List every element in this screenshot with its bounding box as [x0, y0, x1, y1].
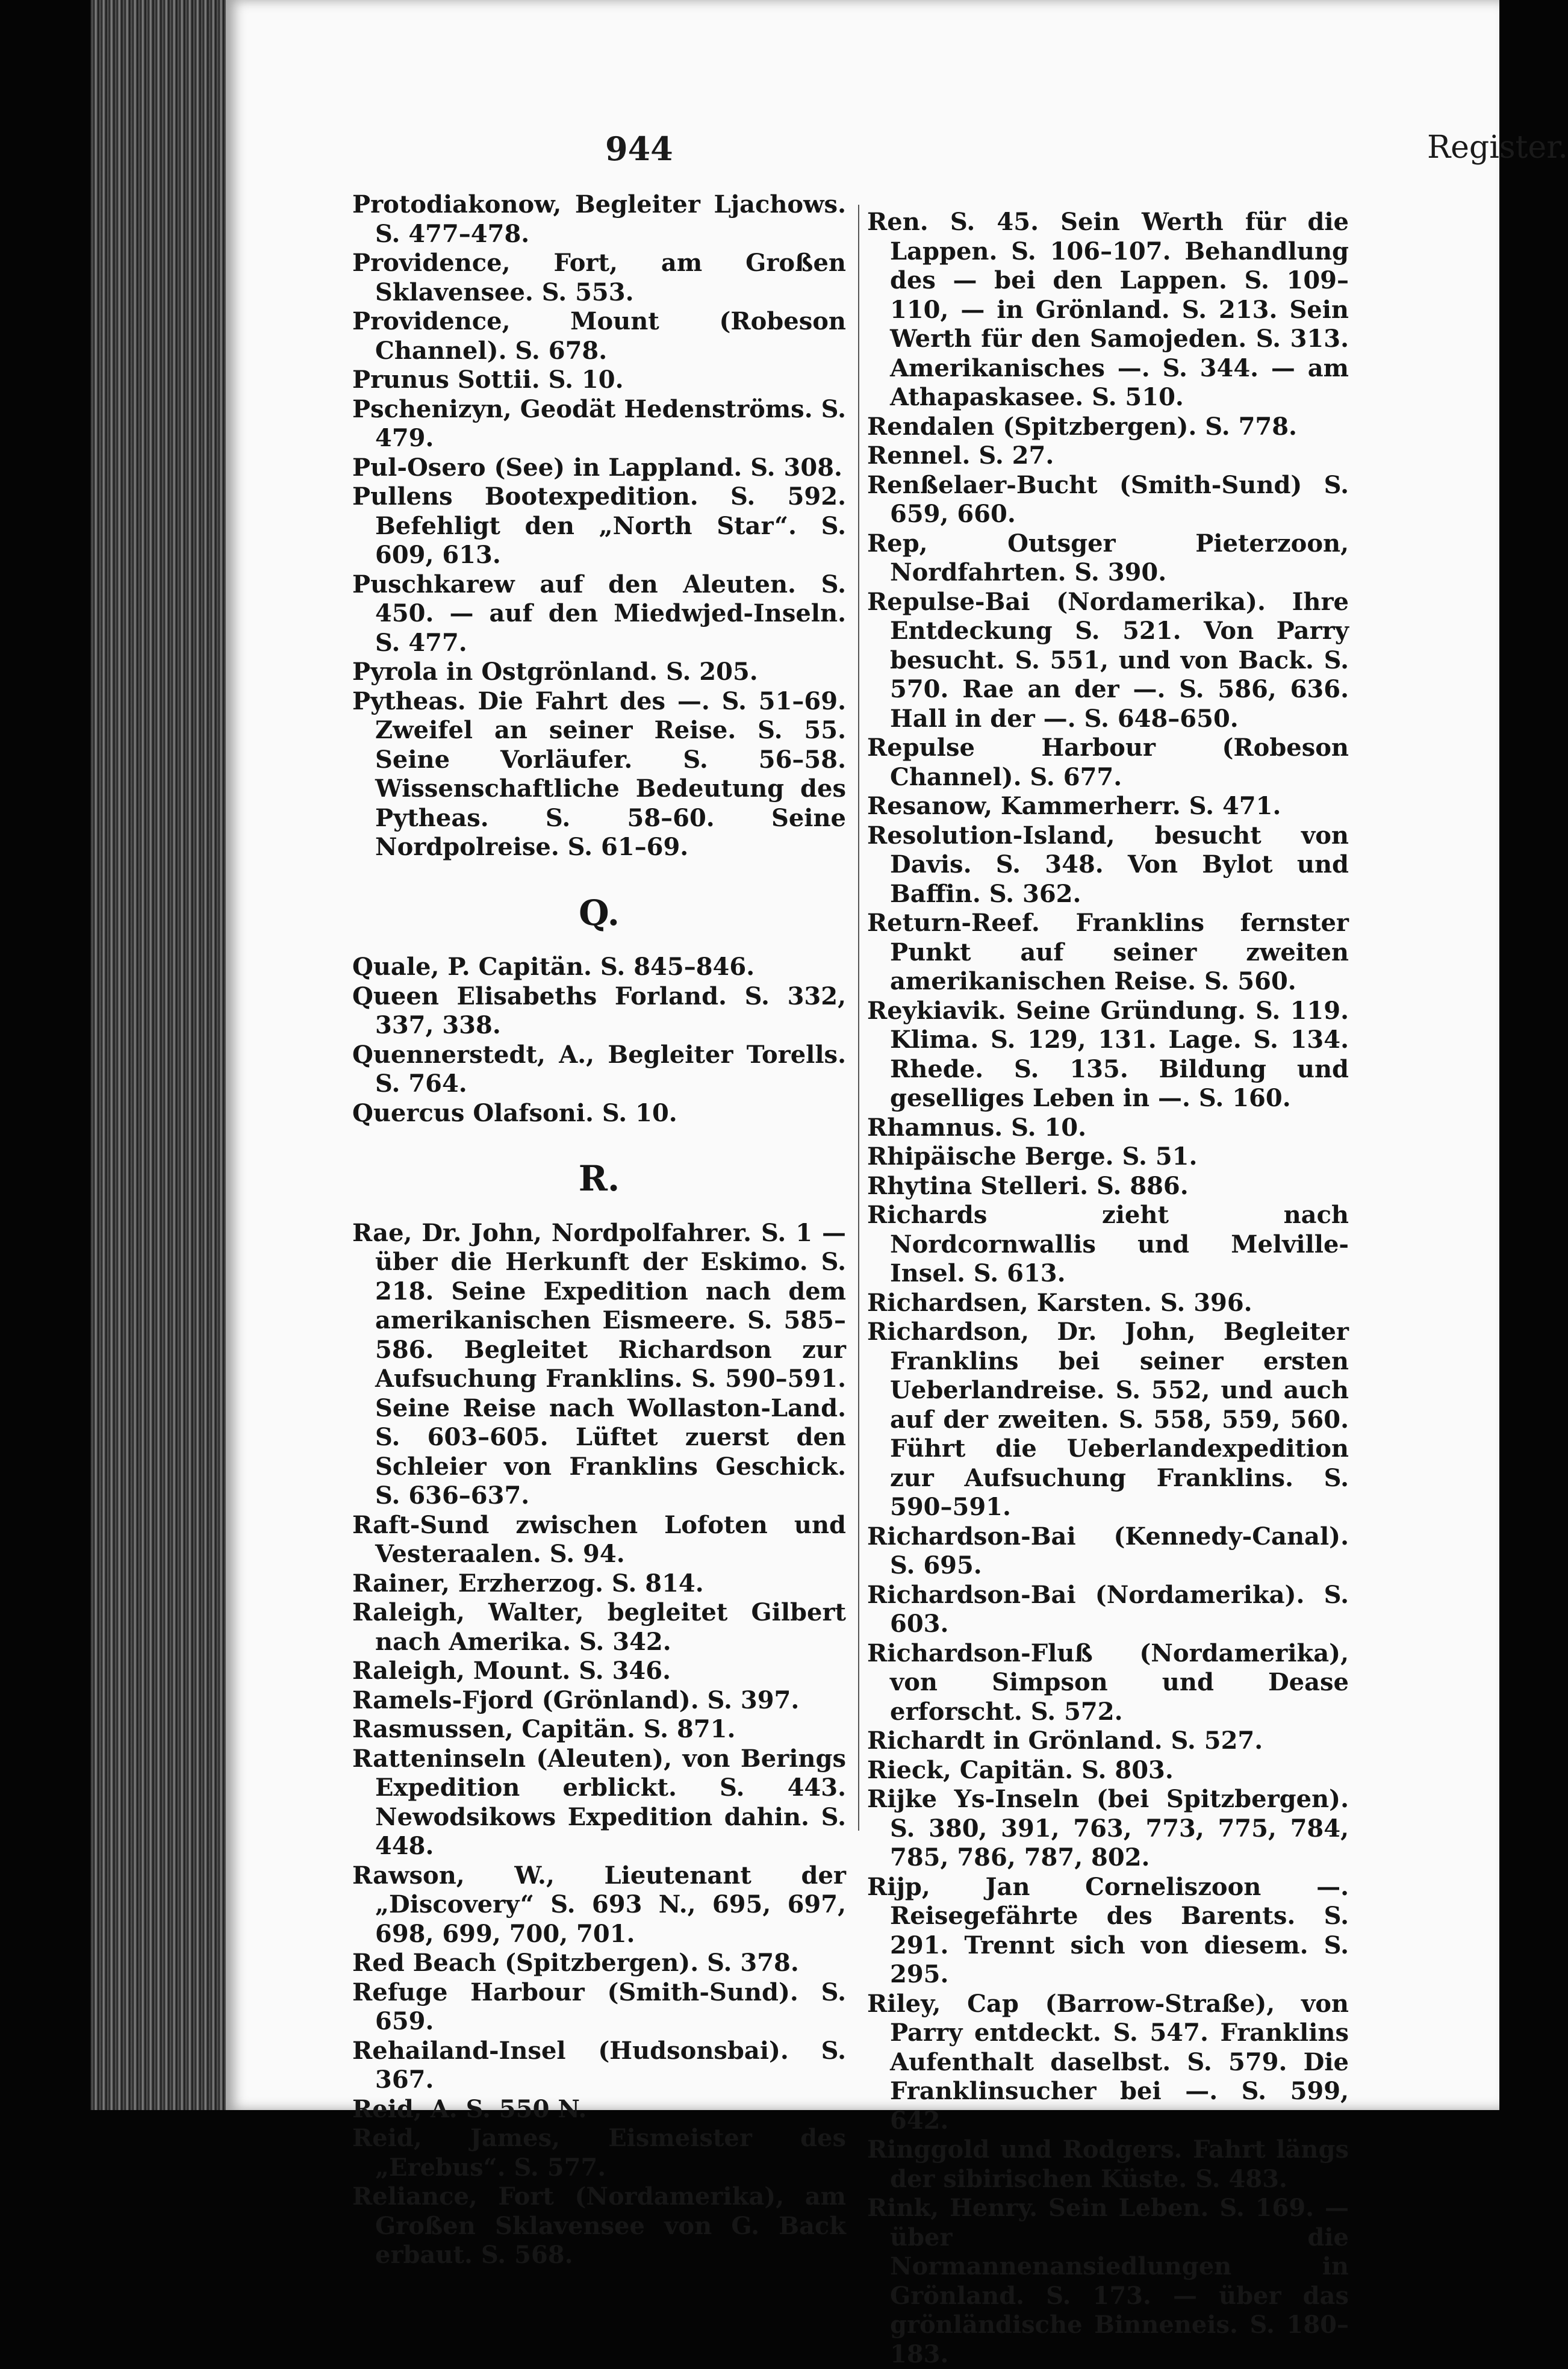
index-entry: Ramels-Fjord (Grönland). S. 397.	[352, 1686, 800, 1714]
index-entry: Rieck, Capitän. S. 803.	[867, 1755, 1174, 1784]
index-entry: Resolution-Island, besucht von Davis. S. 348. Von Bylot und Baffin. S. 362.	[867, 821, 1349, 908]
index-entry: Ratteninseln (Aleuten), von Berings Expedition erblickt. S. 443. Newodsikows Expedition dahin. S. 448.	[352, 1744, 846, 1860]
index-entry: Rainer, Erzherzog. S. 814.	[352, 1569, 704, 1598]
index-entry: Rawson, W., Lieutenant der „Discovery“ S. 693 N., 695, 697, 698, 699, 700, 701.	[352, 1861, 846, 1948]
column-divider	[858, 205, 859, 1831]
index-entry: Ren. S. 45. Sein Werth für die Lappen. S. 106–107. Behandlung des — bei den Lappen. S. 109–110, — in Grönland. S. 213. Sein Werth für den Samojeden. S. 313. Amerikanisches —. S. 344. — am Athapaskasee. S. 510.	[867, 208, 1349, 411]
index-entry: Refuge Harbour (Smith-Sund). S. 659.	[352, 1978, 846, 2035]
index-entry: Reliance, Fort (Nordamerika), am Großen Sklavensee von G. Back erbaut. S. 568.	[352, 2182, 846, 2269]
index-entry: Richardson, Dr. John, Begleiter Franklins bei seiner ersten Ueberlandreise. S. 552, und auch auf der zweiten. S. 558, 559, 560. Führt die Ueberlandexpedition zur Aufsuchung Franklins. S. 590–591.	[867, 1318, 1349, 1521]
index-column-left	[352, 190, 846, 2270]
index-entry: Rehailand-Insel (Hudsonsbai). S. 367.	[352, 2036, 846, 2094]
index-entry: Reid, A. S. 550 N.	[352, 2094, 587, 2123]
index-entry: Rijp, Jan Corneliszoon —. Reisegefährte des Barents. S. 291. Trennt sich von diesem. S. 295.	[867, 1872, 1349, 1988]
index-entry: Rijke Ys-Inseln (bei Spitzbergen). S. 380, 391, 763, 773, 775, 784, 785, 786, 787, 802.	[867, 1785, 1349, 1872]
index-entry: Richards zieht nach Nordcornwallis und Melville-Insel. S. 613.	[867, 1201, 1349, 1287]
index-entry: Return-Reef. Franklins fernster Punkt auf seiner zweiten amerikanischen Reise. S. 560.	[867, 909, 1349, 995]
book-page-edges	[90, 0, 235, 2110]
index-entry: Rendalen (Spitzbergen). S. 778.	[867, 412, 1297, 441]
index-entry: Rink, Henry. Sein Leben. S. 169. — über die Normannenansiedlungen in Grönland. S. 173. — über das grönländische Binneneis. S. 180–183.	[867, 2194, 1349, 2368]
page-header	[605, 129, 1568, 184]
index-entry: Renßelaer-Bucht (Smith-Sund) S. 659, 660.	[867, 470, 1349, 528]
index-entry: Richardt in Grönland. S. 527.	[867, 1726, 1263, 1755]
index-entry: Richardsen, Karsten. S. 396.	[867, 1288, 1252, 1317]
index-entry: Protodiakonow, Begleiter Ljachows. S. 477–478.	[352, 190, 846, 248]
index-entry: Queen Elisabeths Forland. S. 332, 337, 338.	[352, 982, 846, 1039]
index-entry: Prunus Sottii. S. 10.	[352, 366, 624, 394]
index-entry: Quercus Olafsoni. S. 10.	[352, 1098, 677, 1127]
index-entry: Pschenizyn, Geodät Hedenströms. S. 479.	[352, 394, 846, 452]
index-entry: Quennerstedt, A., Begleiter Torells. S. 764.	[352, 1040, 846, 1098]
index-entry: Providence, Fort, am Großen Sklavensee. S. 553.	[352, 249, 846, 307]
index-entry: Pul-Osero (See) in Lappland. S. 308.	[352, 453, 842, 482]
index-entry: Rep, Outsger Pieterzoon, Nordfahrten. S. 390.	[867, 529, 1349, 587]
index-entry: Rhipäische Berge. S. 51.	[867, 1142, 1198, 1171]
index-entry: Repulse Harbour (Robeson Channel). S. 677.	[867, 733, 1349, 791]
index-entry: Rhamnus. S. 10.	[867, 1113, 1087, 1142]
index-entry: Raleigh, Mount. S. 346.	[352, 1657, 671, 1685]
index-entry: Quale, P. Capitän. S. 845–846.	[352, 953, 755, 981]
index-entry: Richardson-Fluß (Nordamerika), von Simpson und Dease erforscht. S. 572.	[867, 1639, 1349, 1726]
letter-heading: Q.	[579, 892, 620, 933]
index-entry: Reid, James, Eismeister des „Erebus“. S. 577.	[352, 2124, 846, 2182]
index-entry: Puschkarew auf den Aleuten. S. 450. — auf den Miedwjed-Inseln. S. 477.	[352, 570, 846, 657]
page-number: 944	[605, 129, 673, 168]
index-entry: Richardson-Bai (Kennedy-Canal). S. 695.	[867, 1522, 1349, 1580]
index-entry: Rae, Dr. John, Nordpolfahrer. S. 1 — über die Herkunft der Eskimo. S. 218. Seine Expedition nach dem amerikanischen Eismeere. S. 585–586. Begleitet Richardson zur Aufsuchung Franklins. S. 590–591. Seine Reise nach Wollaston-Land. S. 603–605. Lüftet zuerst den Schleier von Franklins Geschick. S. 636–637.	[352, 1218, 846, 1510]
index-entry: Pyrola in Ostgrönland. S. 205.	[352, 658, 758, 686]
index-entry: Raft-Sund zwischen Lofoten und Vesteraalen. S. 94.	[352, 1510, 846, 1568]
index-entry: Pullens Bootexpedition. S. 592. Befehligt den „North Star“. S. 609, 613.	[352, 482, 846, 569]
index-entry: Resanow, Kammerherr. S. 471.	[867, 792, 1281, 820]
index-column-right	[867, 208, 1349, 2369]
running-head: Register.	[1427, 129, 1568, 166]
index-entry: Riley, Cap (Barrow-Straße), von Parry entdeckt. S. 547. Franklins Aufenthalt daselbst. S. 579. Die Franklinsucher bei —. S. 599, 642.	[867, 1989, 1349, 2135]
index-entry: Rhytina Stelleri. S. 886.	[867, 1171, 1189, 1200]
index-entry: Rasmussen, Capitän. S. 871.	[352, 1715, 736, 1743]
letter-heading: R.	[578, 1158, 620, 1199]
index-entry: Ringgold und Rodgers. Fahrt längs der sibirischen Küste. S. 483.	[867, 2135, 1349, 2193]
index-entry: Reykiavik. Seine Gründung. S. 119. Klima. S. 129, 131. Lage. S. 134. Rhede. S. 135. Bildung und geselliges Leben in —. S. 160.	[867, 996, 1349, 1112]
index-entry: Red Beach (Spitzbergen). S. 378.	[352, 1949, 799, 1977]
index-entry: Raleigh, Walter, begleitet Gilbert nach Amerika. S. 342.	[352, 1598, 846, 1656]
index-entry: Pytheas. Die Fahrt des —. S. 51–69. Zweifel an seiner Reise. S. 55. Seine Vorläufer. S. 56–58. Wissenschaftliche Bedeutung des Pytheas. S. 58–60. Seine Nordpolreise. S. 61–69.	[352, 686, 846, 861]
index-entry: Repulse-Bai (Nordamerika). Ihre Entdeckung S. 521. Von Parry besucht. S. 551, und von Back. S. 570. Rae an der —. S. 586, 636. Hall in der —. S. 648–650.	[867, 587, 1349, 733]
index-entry: Richardson-Bai (Nordamerika). S. 603.	[867, 1580, 1349, 1638]
index-entry: Providence, Mount (Robeson Channel). S. 678.	[352, 307, 846, 365]
index-entry: Rennel. S. 27.	[867, 441, 1054, 470]
